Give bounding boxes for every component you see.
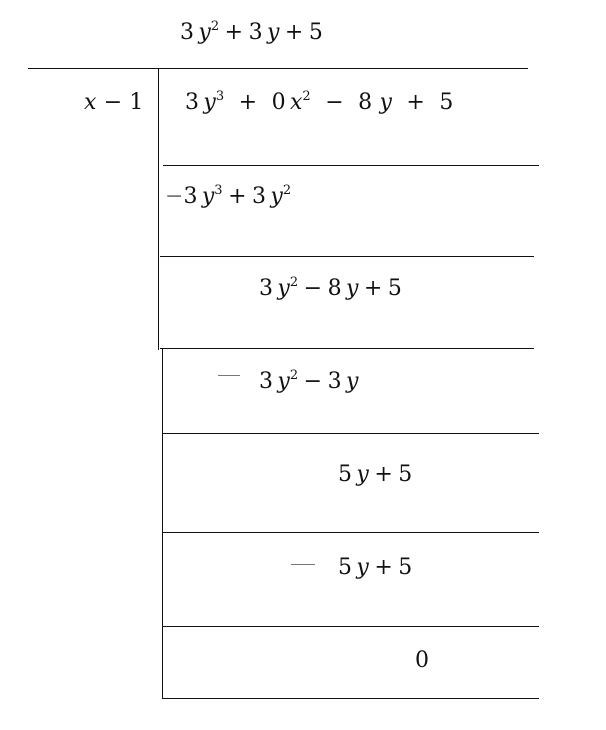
quotient (180, 19, 323, 45)
step-2-minus-mark (218, 375, 240, 376)
remainder-2-var-a: y (356, 462, 369, 487)
dividend-op-1: + (238, 90, 258, 115)
dividend (185, 89, 454, 115)
step-1-op-1: + (228, 184, 247, 209)
row-divider-5 (163, 532, 539, 533)
remainder-1-coef-b: 8 (327, 276, 342, 301)
divisor-const: 1 (129, 90, 144, 115)
final-remainder-value: 0 (415, 648, 429, 673)
subtraction-step-3 (338, 557, 412, 579)
step-3-op-1: + (374, 555, 393, 580)
dividend-exp-b: 2 (302, 89, 311, 104)
remainder-1-op-2: + (363, 276, 383, 301)
step-1-exp-b: 2 (282, 183, 292, 198)
quotient-const: 5 (308, 20, 323, 45)
quotient-op-1: + (224, 20, 244, 45)
quotient-var-b: y (266, 20, 280, 45)
dividend-coef-b: 0 (271, 90, 286, 115)
remainder-1-var-a: y (277, 276, 290, 301)
remainder-2 (338, 464, 412, 486)
dividend-coef-c: 8 (358, 90, 373, 115)
dividend-op-2: − (325, 90, 344, 115)
row-divider-1 (163, 165, 539, 166)
row-divider-2 (160, 256, 534, 257)
dividend-var-a: y (203, 90, 216, 115)
step-1-var-a: y (201, 184, 215, 209)
divisor-op: − (103, 90, 123, 115)
final-remainder (415, 650, 429, 672)
row-divider-3 (160, 348, 534, 349)
remainder-1-op-1: − (303, 276, 323, 301)
remainder-2-coef-a: 5 (338, 462, 352, 487)
remainder-1-var-b: y (345, 276, 359, 301)
division-bracket-lower (162, 348, 163, 699)
step-2-op-1: − (303, 369, 323, 394)
step-1-exp-a: 3 (214, 183, 223, 198)
remainder-1-exp-a: 2 (289, 275, 299, 290)
division-bracket (158, 68, 159, 350)
subtraction-step-2 (259, 368, 359, 394)
quotient-coef-b: 3 (248, 20, 263, 45)
step-2-exp-a: 2 (289, 368, 299, 383)
remainder-2-op-1: + (374, 462, 393, 487)
row-divider-6 (163, 626, 539, 627)
quotient-coef-a: 3 (180, 20, 194, 45)
step-3-var-a: y (356, 555, 369, 580)
remainder-1-coef-a: 3 (259, 276, 273, 301)
step-2-coef-a: 3 (259, 369, 273, 394)
step-3-coef-a: 5 (338, 555, 352, 580)
subtraction-step-1 (165, 183, 292, 209)
quotient-exp-a: 2 (210, 19, 220, 34)
remainder-1 (259, 275, 402, 301)
quotient-var-a: y (198, 20, 211, 45)
divisor-var: x (84, 90, 97, 115)
remainder-1-const: 5 (387, 276, 402, 301)
step-2-coef-b: 3 (327, 369, 342, 394)
step-3-const: 5 (398, 555, 413, 580)
step-1-sign: − (165, 184, 184, 209)
dividend-exp-a: 3 (215, 89, 225, 104)
step-3-minus-mark (291, 564, 315, 565)
row-divider-4 (163, 433, 539, 434)
step-1-var-b: y (270, 184, 283, 209)
step-2-var-a: y (277, 369, 290, 394)
quotient-bar (28, 68, 528, 69)
step-2-var-b: y (345, 369, 359, 394)
dividend-const: 5 (439, 90, 454, 115)
dividend-coef-a: 3 (185, 90, 199, 115)
divisor (84, 92, 143, 114)
quotient-op-2: + (284, 20, 304, 45)
dividend-var-b: x (290, 90, 303, 115)
step-1-coef-a: 3 (183, 184, 198, 209)
dividend-op-3: + (406, 90, 425, 115)
step-1-coef-b: 3 (252, 184, 266, 209)
bottom-rule (162, 698, 539, 699)
dividend-var-c: y (379, 90, 392, 115)
remainder-2-const: 5 (398, 462, 413, 487)
